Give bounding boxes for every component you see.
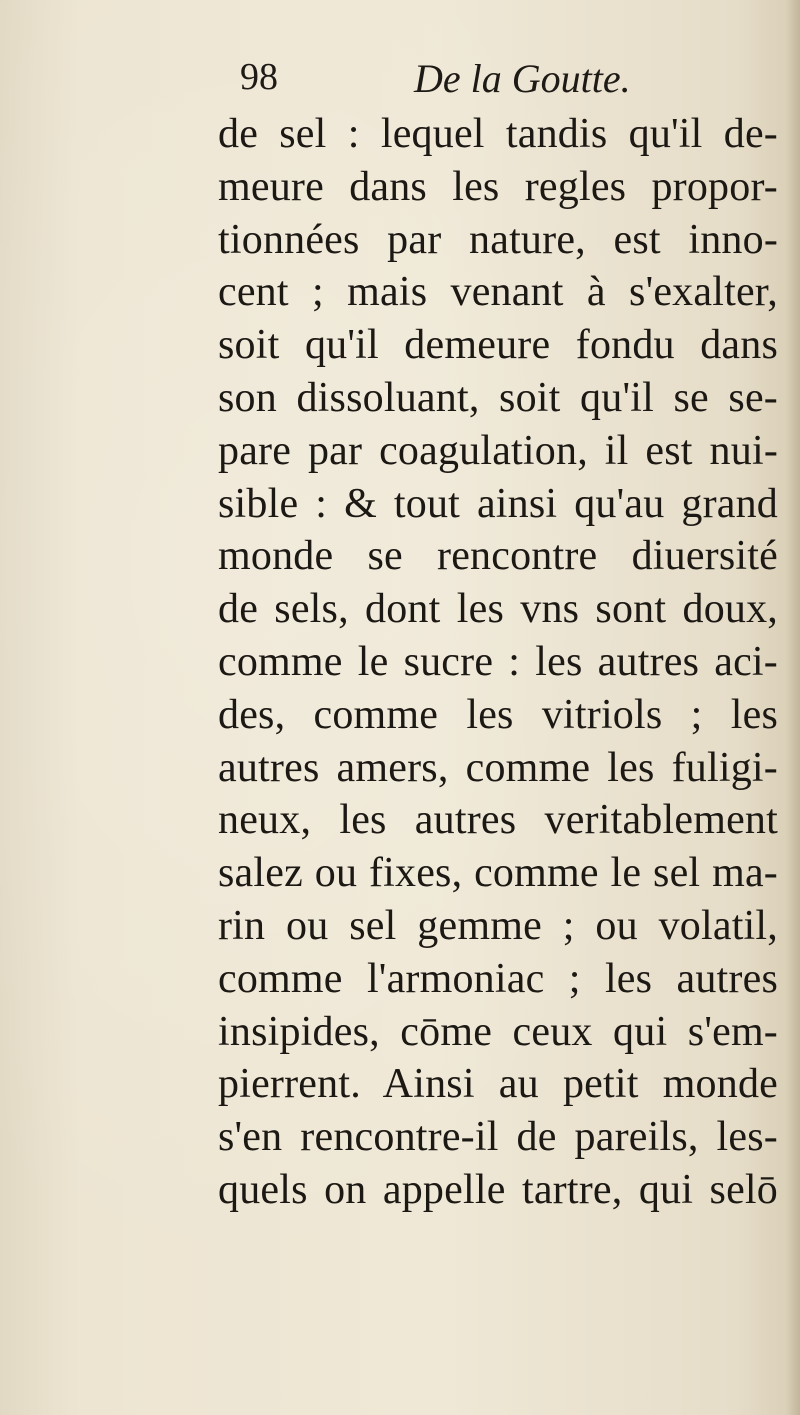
text-line: sible : & tout ainsi qu'au grand [218,480,778,527]
text-line: pare par coagulation, il est nui- [218,427,778,474]
text-line: insipides, cōme ceux qui s'em- [218,1008,778,1055]
text-line: s'en rencontre-il de pareils, les- [218,1114,778,1161]
text-line: son dissoluant, soit qu'il se se- [218,374,778,421]
text-line: de sel : lequel tandis qu'il de- [218,111,778,157]
body-text [218,108,778,1217]
text-line: des, comme les vitriols ; les [218,691,778,738]
text-line: salez ou fixes, comme le sel ma- [218,850,778,897]
text-line: comme l'armoniac ; les autres [218,955,778,1002]
page-gutter-shadow [786,0,800,1415]
running-title: De la Goutte. [414,56,631,101]
text-line: comme le sucre : les autres aci- [218,638,778,685]
text-line: monde se rencontre diuersité [218,533,778,580]
text-line: cent ; mais venant à s'exalter, [218,269,778,316]
page-header [232,55,772,105]
text-line: meure dans les regles propor- [218,163,778,210]
text-line: de sels, dont les vns sont doux, [218,586,778,633]
page-number: 98 [240,56,278,98]
text-line: rin ou sel gemme ; ou volatil, [218,902,778,949]
text-line: autres amers, comme les fuligi- [218,744,778,791]
text-line: neux, les autres veritablement [218,797,778,844]
text-line: pierrent. Ainsi au petit monde [218,1061,778,1108]
text-line: quels on appelle tartre, qui selō [218,1166,778,1213]
text-line: soit qu'il demeure fondu dans [218,322,778,369]
text-line: tionnées par nature, est inno- [218,216,778,263]
